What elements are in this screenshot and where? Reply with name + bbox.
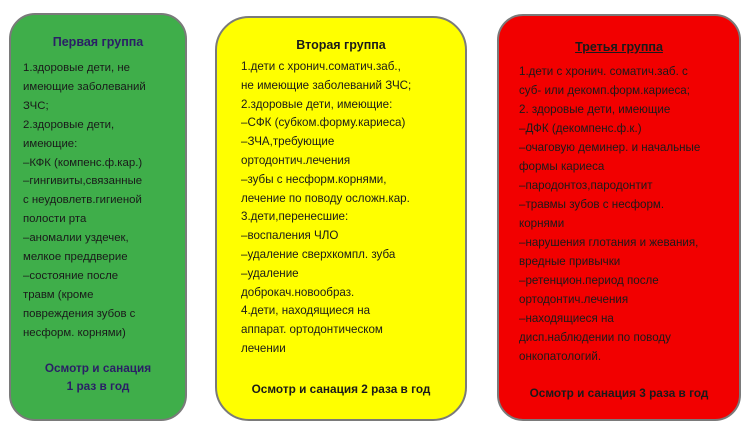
group-2-footer-line: Осмотр и санация 2 раза в год bbox=[251, 382, 431, 396]
group-2-line: не имеющие заболеваний ЗЧС; bbox=[241, 78, 412, 92]
group-1-line: мелкое преддверие bbox=[23, 251, 128, 264]
group-1-line: повреждения зубов с bbox=[23, 307, 136, 320]
group-3-line: 1.дети с хронич. соматич.заб. с bbox=[519, 65, 688, 78]
group-1-footer-line: 1 раз в год bbox=[66, 379, 130, 393]
group-1-line: –состояние после bbox=[23, 269, 119, 282]
group-1-line: 1.здоровые дети, не bbox=[23, 62, 130, 74]
group-1-line: –аномалии уздечек, bbox=[23, 232, 129, 245]
group-2-line: 1.дети с хронич.соматич.заб., bbox=[241, 60, 401, 73]
group-1-line: с неудовлетв.гигиеной bbox=[23, 194, 142, 207]
group-2-line: –СФК (субком.форму.кариеса) bbox=[241, 116, 406, 130]
group-2-line: 4.дети, находящиеся на bbox=[241, 304, 371, 318]
group-3-footer-line: Осмотр и санация 3 раза в год bbox=[529, 386, 709, 400]
group-1-line: травм (кроме bbox=[23, 288, 94, 301]
group-1-line: ЗЧС; bbox=[23, 99, 49, 112]
group-1-line: –гингивиты,связанные bbox=[23, 175, 143, 188]
group-2-line: доброкач.новообраз. bbox=[241, 285, 355, 299]
group-3-card bbox=[497, 14, 741, 421]
group-1-footer bbox=[11, 359, 185, 395]
group-2-card bbox=[215, 16, 467, 421]
group-3-line: 2. здоровые дети, имеющие bbox=[519, 103, 671, 116]
group-3-line: –пародонтоз,пародонтит bbox=[519, 179, 653, 192]
group-1-line: несформ. корнями) bbox=[23, 326, 126, 339]
group-2-title: Вторая группа bbox=[296, 38, 386, 52]
group-1-list bbox=[23, 59, 183, 343]
group-1-footer-line: Осмотр и санация bbox=[44, 361, 152, 375]
group-3-line: дисп.наблюдении по поводу bbox=[519, 331, 671, 344]
group-1-line: –КФК (компенс.ф.кар.) bbox=[23, 156, 143, 169]
group-1-line: 2.здоровые дети, bbox=[23, 118, 115, 131]
group-2-footer bbox=[217, 380, 465, 398]
group-3-footer bbox=[499, 384, 739, 402]
group-3-line: –ретенцион.период после bbox=[519, 274, 659, 287]
group-3-line: –нарушения глотания и жевания, bbox=[519, 236, 699, 249]
group-3-title: Третья группа bbox=[575, 40, 663, 54]
group-2-line: –ЗЧА,требующие bbox=[241, 135, 335, 149]
group-2-line: лечении bbox=[241, 341, 286, 355]
group-2-line: –удаление сверхкомпл. зуба bbox=[241, 247, 396, 261]
group-2-line: 3.дети,перенесшие: bbox=[241, 210, 349, 224]
group-1-line: имеющие: bbox=[23, 137, 78, 150]
group-2-line: 2.здоровые дети, имеющие: bbox=[241, 97, 393, 111]
group-1-card bbox=[9, 13, 187, 421]
group-2-line: –зубы с несформ.корнями, bbox=[241, 172, 387, 186]
group-3-line: онкопатологий. bbox=[519, 350, 602, 363]
group-3-line: –очаговую деминер. и начальные bbox=[519, 141, 701, 154]
group-3-line: –травмы зубов с несформ. bbox=[519, 198, 665, 211]
group-3-line: –находящиеся на bbox=[519, 312, 614, 325]
group-2-line: ортодонтич.лечения bbox=[241, 153, 351, 167]
group-2-line: лечение по поводу осложн.кар. bbox=[241, 191, 410, 205]
group-2-list bbox=[241, 58, 466, 359]
group-2-line: –удаление bbox=[241, 266, 299, 280]
group-3-line: суб- или декомп.форм.кариеса; bbox=[519, 84, 690, 97]
group-2-line: аппарат. ортодонтическом bbox=[241, 323, 383, 337]
group-3-line: ортодонтич.лечения bbox=[519, 293, 629, 306]
group-1-line: имеющие заболеваний bbox=[23, 80, 146, 93]
group-1-line: полости рта bbox=[23, 213, 87, 226]
group-3-line: вредные привычки bbox=[519, 255, 621, 268]
group-3-list bbox=[519, 62, 741, 366]
group-3-line: формы кариеса bbox=[519, 160, 605, 173]
group-3-line: –ДФК (декомпенс.ф.к.) bbox=[519, 122, 642, 135]
group-3-line: корнями bbox=[519, 217, 565, 230]
group-2-line: –воспаления ЧЛО bbox=[241, 229, 339, 243]
group-1-title: Первая группа bbox=[52, 35, 144, 49]
